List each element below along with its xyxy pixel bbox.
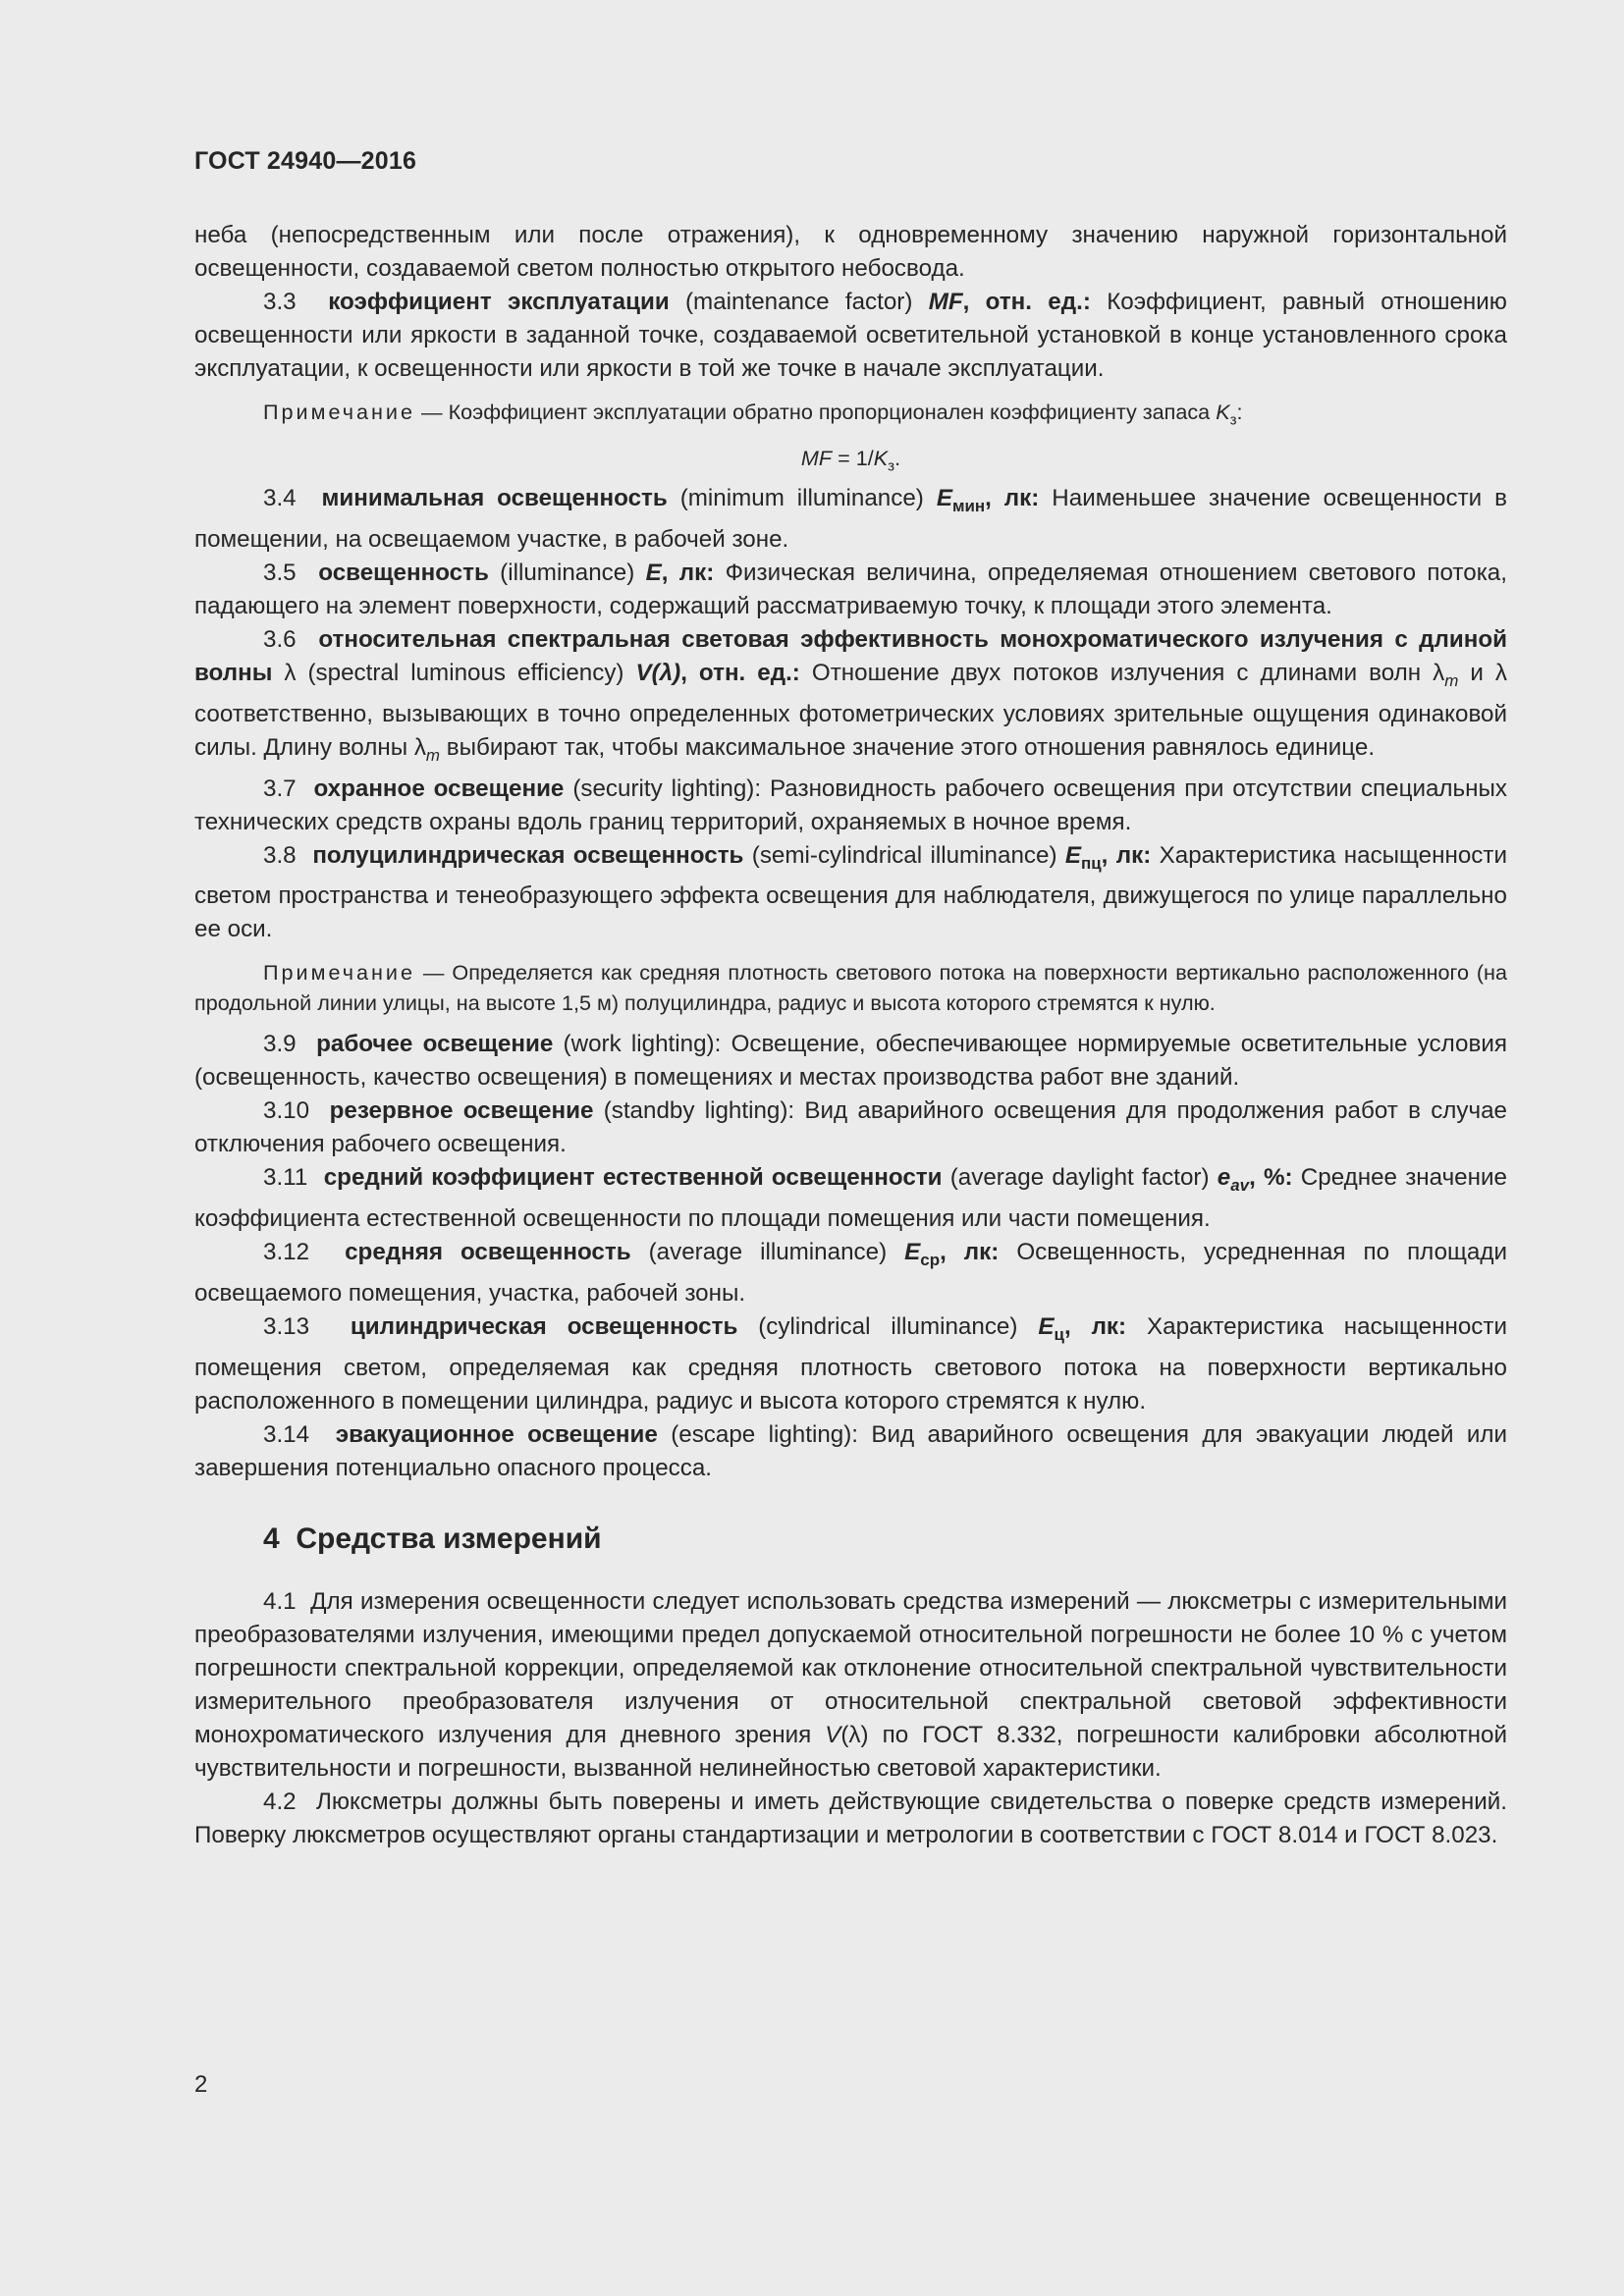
clause-3-11: 3.11 средний коэффициент естественной освещенности (average daylight factor) $e_{av}$, %: Среднее значение коэффициента естественной освещенности по площади помещения или части помещения.	[194, 1164, 1507, 1233]
formula-mf: MF = $1/K_з$.	[800, 445, 901, 475]
clause-3-4: 3.4 минимальная освещенность (minimum illuminance) $E_{мин}$, лк: Наименьшее значение освещенности в помещении, на освещаемом участке, в рабочей зоне.	[194, 485, 1507, 553]
note-1: Примечание — Коэффициент эксплуатации обратно пропорционален коэффициенту запаса $K_з$:	[263, 400, 1243, 429]
document-page	[194, 147, 1507, 1852]
clause-3-9: 3.9 рабочее освещение (work lighting): Освещение, обеспечивающее нормируемые осветительные условия (освещенность, качество освещения) в помещениях и местах производства работ вне зданий.	[194, 1031, 1507, 1092]
clause-3-13: 3.13 цилиндрическая освещенность (cylindrical illuminance) $E_ц$, лк: Характеристика насыщенности помещения светом, определяемая как средняя плотность светового потока на поверхности вертикально расположенного в помещении цилиндра, радиус и высота которого стремятся к нулю.	[194, 1313, 1507, 1415]
clause-3-12: 3.12 средняя освещенность (average illuminance) $E_{ср}$, лк: Освещенность, усредненная по площади освещаемого помещения, участка, рабочей зоны.	[194, 1239, 1507, 1308]
clause-3-5: 3.5 освещенность (illuminance) E, лк: Физическая величина, определяемая отношением светового потока, падающего на элемент поверхности, содержащий рассматриваемую точку, к площади этого элемента.	[194, 559, 1507, 619]
note-2: Примечание — Определяется как средняя плотность светового потока на поверхности вертикально расположенного (на продольной линии улицы, на высоте 1,5 м) полуцилиндра, радиус и высота которого стремятся к нулю.	[194, 960, 1507, 1015]
clause-4-1: 4.1 Для измерения освещенности следует использовать средства измерений — люксметры с измерительными преобразователями излучения, имеющими предел допускаемой относительной погрешности не более 10 % с учетом погрешности спектральной коррекции, определяемой как отклонение относительной спектральной чувствительности измерительного преобразователя излучения от относительной спектральной световой эффективности монохроматического излучения для дневного зрения V(λ) по ГОСТ 8.332, погрешности калибровки абсолютной чувствительности и погрешности, вызванной нелинейностью световой характеристики.	[194, 1587, 1507, 1782]
clause-3-6: 3.6 относительная спектральная световая эффективность монохроматического излучения с длиной волны λ (spectral luminous efficiency) V(λ), отн. ед.: Отношение двух потоков излучения с длинами волн $\lambda_m$ и λ соответственно, вызывающих в точно определенных фотометрических условиях зрительные ощущения одинаковой силы. Длину волны $\lambda_m$ выбирают так, чтобы максимальное значение этого отношения равнялось единице.	[194, 625, 1507, 765]
clause-3-3: 3.3 коэффициент эксплуатации (maintenance factor) MF, отн. ед.: Коэффициент, равный отношению освещенности или яркости в заданной точке, создаваемой осветительной установкой в конце установленного срока эксплуатации, к освещенности или яркости в той же точке в начале эксплуатации.	[194, 289, 1507, 382]
intro-paragraph: неба (непосредственным или после отражения), к одновременному значению наружной горизонтальной освещенности, создаваемой светом полностью открытого небосвода.	[194, 222, 1507, 282]
section-4-heading: 4 Средства измерений	[263, 1522, 602, 1555]
clause-4-2: 4.2 Люксметры должны быть поверены и иметь действующие свидетельства о поверке средств измерений. Поверку люксметров осуществляют органы стандартизации и метрологии в соответствии с ГОСТ 8.014 и ГОСТ 8.023.	[194, 1788, 1507, 1848]
clause-3-14: 3.14 эвакуационное освещение (escape lighting): Вид аварийного освещения для эвакуации людей или завершения потенциально опасного процесса.	[194, 1420, 1507, 1481]
clause-3-10: 3.10 резервное освещение (standby lighting): Вид аварийного освещения для продолжения работ в случае отключения рабочего освещения.	[194, 1097, 1507, 1158]
document-header: ГОСТ 24940—2016	[194, 147, 417, 175]
page-number: 2	[194, 2071, 208, 2098]
clause-3-8: 3.8 полуцилиндрическая освещенность (semi-cylindrical illuminance) $E_{пц}$, лк: Характеристика насыщенности светом пространства и тенеобразующего эффекта освещения для наблюдателя, движущегося по улице параллельно ее оси.	[194, 841, 1507, 943]
clause-3-7: 3.7 охранное освещение (security lighting): Разновидность рабочего освещения при отсутствии специальных технических средств охраны вдоль границ территорий, охраняемых в ночное время.	[194, 774, 1507, 835]
